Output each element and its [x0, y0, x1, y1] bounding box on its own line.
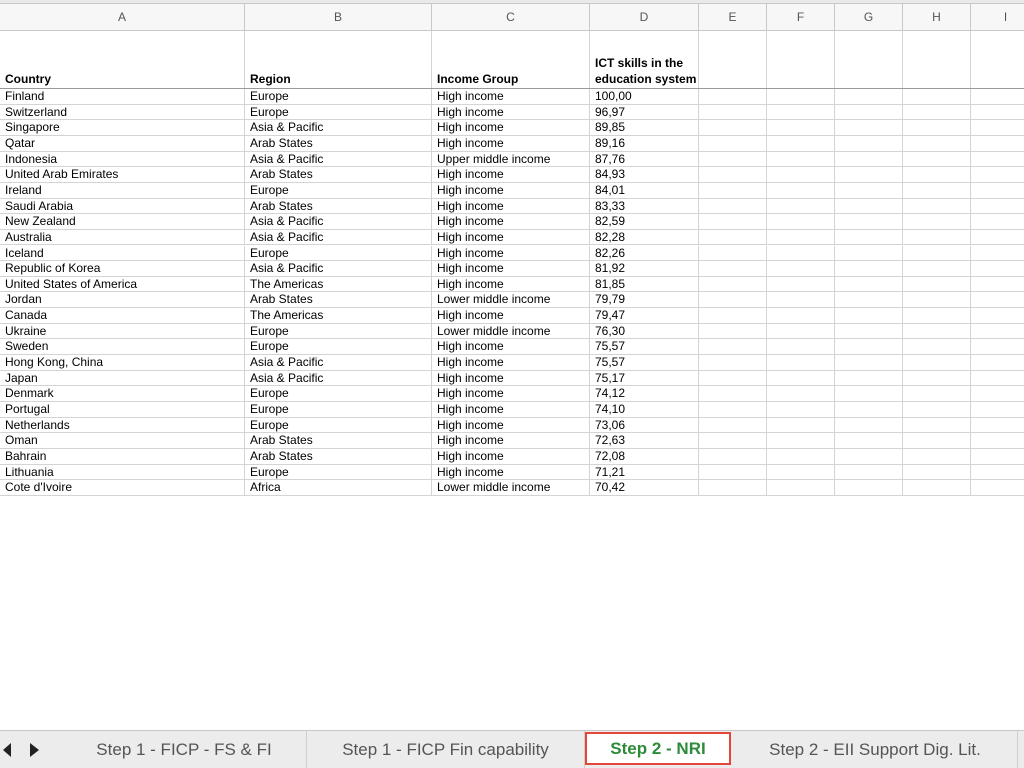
income-group-cell[interactable]: High income	[432, 214, 590, 230]
region-cell[interactable]: Arab States	[245, 433, 432, 449]
income-group-cell[interactable]: High income	[432, 136, 590, 152]
empty-cell[interactable]	[971, 230, 1024, 246]
empty-cell[interactable]	[903, 324, 971, 340]
empty-cell[interactable]	[699, 465, 767, 481]
region-cell[interactable]: Asia & Pacific	[245, 230, 432, 246]
empty-cell[interactable]	[699, 480, 767, 496]
region-cell[interactable]: Asia & Pacific	[245, 355, 432, 371]
income-group-cell[interactable]: High income	[432, 465, 590, 481]
empty-cell[interactable]	[835, 465, 903, 481]
empty-cell[interactable]	[699, 449, 767, 465]
empty-cell[interactable]	[903, 120, 971, 136]
empty-cell[interactable]	[699, 230, 767, 246]
region-cell[interactable]: Europe	[245, 418, 432, 434]
country-cell[interactable]: Bahrain	[0, 449, 245, 465]
empty-cell[interactable]	[903, 105, 971, 121]
income-group-cell[interactable]: High income	[432, 120, 590, 136]
empty-header-cell[interactable]	[699, 31, 767, 89]
empty-cell[interactable]	[835, 277, 903, 293]
income-group-cell[interactable]: High income	[432, 199, 590, 215]
ict-skills-value-cell[interactable]: 82,28	[590, 230, 699, 246]
ict-skills-value-cell[interactable]: 82,59	[590, 214, 699, 230]
empty-cell[interactable]	[903, 246, 971, 262]
region-cell[interactable]: Europe	[245, 386, 432, 402]
sheet-tab-bar	[0, 730, 1024, 768]
empty-cell[interactable]	[903, 183, 971, 199]
empty-cell[interactable]	[835, 433, 903, 449]
ict-skills-value-cell[interactable]: 89,16	[590, 136, 699, 152]
empty-cell[interactable]	[971, 183, 1024, 199]
column-header-i[interactable]: I	[971, 4, 1024, 31]
tab-step2-eii-support-dig-lit[interactable]: Step 2 - EII Support Dig. Lit.	[733, 731, 1018, 768]
empty-cell[interactable]	[971, 355, 1024, 371]
empty-cell[interactable]	[971, 120, 1024, 136]
country-cell[interactable]: Netherlands	[0, 418, 245, 434]
empty-cell[interactable]	[903, 386, 971, 402]
column-header-e[interactable]: E	[699, 4, 767, 31]
country-cell[interactable]: Portugal	[0, 402, 245, 418]
empty-cell[interactable]	[835, 386, 903, 402]
country-cell[interactable]: Hong Kong, China	[0, 355, 245, 371]
region-cell[interactable]: Arab States	[245, 449, 432, 465]
region-cell[interactable]: Europe	[245, 465, 432, 481]
country-cell[interactable]: Australia	[0, 230, 245, 246]
header-label-income-group: Income Group	[437, 72, 519, 86]
region-cell[interactable]: Arab States	[245, 199, 432, 215]
empty-cell[interactable]	[699, 339, 767, 355]
empty-cell[interactable]	[903, 355, 971, 371]
empty-cell[interactable]	[971, 214, 1024, 230]
column-header-h[interactable]: H	[903, 4, 971, 31]
country-cell[interactable]: United Arab Emirates	[0, 167, 245, 183]
region-cell[interactable]: Asia & Pacific	[245, 261, 432, 277]
region-cell[interactable]: The Americas	[245, 277, 432, 293]
empty-cell[interactable]	[699, 89, 767, 105]
empty-cell[interactable]	[903, 152, 971, 168]
ict-skills-value-cell[interactable]: 87,76	[590, 152, 699, 168]
empty-cell[interactable]	[767, 89, 835, 105]
region-cell[interactable]: Europe	[245, 105, 432, 121]
income-group-cell[interactable]: High income	[432, 308, 590, 324]
empty-cell[interactable]	[835, 402, 903, 418]
empty-cell[interactable]	[767, 355, 835, 371]
empty-cell[interactable]	[835, 418, 903, 434]
header-cell-ict-skills[interactable]	[590, 31, 699, 89]
empty-cell[interactable]	[767, 136, 835, 152]
ict-skills-value-cell[interactable]: 75,57	[590, 339, 699, 355]
empty-cell[interactable]	[699, 418, 767, 434]
country-cell[interactable]: Singapore	[0, 120, 245, 136]
empty-cell[interactable]	[767, 214, 835, 230]
region-cell[interactable]: The Americas	[245, 308, 432, 324]
region-cell[interactable]: Asia & Pacific	[245, 152, 432, 168]
empty-cell[interactable]	[699, 199, 767, 215]
region-cell[interactable]: Europe	[245, 183, 432, 199]
empty-cell[interactable]	[835, 371, 903, 387]
empty-cell[interactable]	[903, 402, 971, 418]
empty-cell[interactable]	[699, 246, 767, 262]
empty-cell[interactable]	[903, 230, 971, 246]
column-header-f[interactable]: F	[767, 4, 835, 31]
empty-cell[interactable]	[835, 480, 903, 496]
income-group-cell[interactable]: Upper middle income	[432, 152, 590, 168]
empty-header-cell[interactable]	[835, 31, 903, 89]
region-cell[interactable]: Europe	[245, 89, 432, 105]
empty-cell[interactable]	[835, 292, 903, 308]
empty-cell[interactable]	[971, 339, 1024, 355]
column-header-c[interactable]: C	[432, 4, 590, 31]
country-cell[interactable]: Sweden	[0, 339, 245, 355]
income-group-cell[interactable]: High income	[432, 230, 590, 246]
empty-cell[interactable]	[699, 214, 767, 230]
empty-cell[interactable]	[835, 183, 903, 199]
empty-cell[interactable]	[835, 449, 903, 465]
empty-cell[interactable]	[903, 136, 971, 152]
empty-cell[interactable]	[971, 433, 1024, 449]
tab-step1-ficp-fs-fi[interactable]: Step 1 - FICP - FS & FI	[62, 731, 307, 768]
empty-cell[interactable]	[767, 418, 835, 434]
income-group-cell[interactable]: High income	[432, 246, 590, 262]
empty-cell[interactable]	[971, 465, 1024, 481]
empty-cell[interactable]	[903, 339, 971, 355]
empty-cell[interactable]	[903, 308, 971, 324]
income-group-cell[interactable]: High income	[432, 105, 590, 121]
ict-skills-value-cell[interactable]: 74,12	[590, 386, 699, 402]
column-header-d[interactable]: D	[590, 4, 699, 31]
ict-skills-value-cell[interactable]: 72,08	[590, 449, 699, 465]
empty-cell[interactable]	[971, 324, 1024, 340]
ict-skills-value-cell[interactable]: 75,57	[590, 355, 699, 371]
income-group-cell[interactable]: High income	[432, 433, 590, 449]
empty-cell[interactable]	[903, 449, 971, 465]
income-group-cell[interactable]: High income	[432, 183, 590, 199]
empty-cell[interactable]	[971, 402, 1024, 418]
empty-cell[interactable]	[835, 199, 903, 215]
empty-cell[interactable]	[971, 199, 1024, 215]
income-group-cell[interactable]: High income	[432, 339, 590, 355]
empty-cell[interactable]	[835, 152, 903, 168]
empty-cell[interactable]	[699, 292, 767, 308]
empty-cell[interactable]	[835, 136, 903, 152]
tab-step2-nri[interactable]: Step 2 - NRI	[585, 732, 731, 765]
ict-skills-value-cell[interactable]: 81,85	[590, 277, 699, 293]
ict-skills-value-cell[interactable]: 76,30	[590, 324, 699, 340]
empty-cell[interactable]	[903, 277, 971, 293]
country-cell[interactable]: Cote d'Ivoire	[0, 480, 245, 496]
empty-cell[interactable]	[971, 386, 1024, 402]
country-cell[interactable]: Jordan	[0, 292, 245, 308]
empty-cell[interactable]	[971, 292, 1024, 308]
empty-cell[interactable]	[835, 120, 903, 136]
country-cell[interactable]: Iceland	[0, 246, 245, 262]
empty-cell[interactable]	[767, 465, 835, 481]
country-cell[interactable]: Oman	[0, 433, 245, 449]
country-cell[interactable]: Switzerland	[0, 105, 245, 121]
region-cell[interactable]: Arab States	[245, 292, 432, 308]
income-group-cell[interactable]: High income	[432, 418, 590, 434]
empty-cell[interactable]	[767, 449, 835, 465]
empty-cell[interactable]	[767, 277, 835, 293]
empty-cell[interactable]	[903, 480, 971, 496]
empty-cell[interactable]	[903, 371, 971, 387]
triangle-right-icon[interactable]	[27, 741, 41, 759]
empty-cell[interactable]	[903, 214, 971, 230]
ict-skills-value-cell[interactable]: 84,93	[590, 167, 699, 183]
empty-cell[interactable]	[699, 167, 767, 183]
empty-cell[interactable]	[971, 105, 1024, 121]
empty-cell[interactable]	[835, 230, 903, 246]
income-group-cell[interactable]: High income	[432, 386, 590, 402]
ict-skills-value-cell[interactable]: 72,63	[590, 433, 699, 449]
empty-cell[interactable]	[699, 386, 767, 402]
empty-cell[interactable]	[699, 136, 767, 152]
column-header-g[interactable]: G	[835, 4, 903, 31]
empty-cell[interactable]	[903, 199, 971, 215]
triangle-left-icon[interactable]	[0, 741, 14, 759]
empty-cell[interactable]	[767, 230, 835, 246]
empty-cell[interactable]	[903, 418, 971, 434]
ict-skills-value-cell[interactable]: 83,33	[590, 199, 699, 215]
empty-cell[interactable]	[835, 214, 903, 230]
empty-cell[interactable]	[971, 308, 1024, 324]
empty-cell[interactable]	[971, 246, 1024, 262]
country-cell[interactable]: Ireland	[0, 183, 245, 199]
income-group-cell[interactable]: High income	[432, 402, 590, 418]
empty-cell[interactable]	[835, 89, 903, 105]
country-cell[interactable]: Indonesia	[0, 152, 245, 168]
empty-cell[interactable]	[971, 167, 1024, 183]
empty-cell[interactable]	[699, 183, 767, 199]
empty-cell[interactable]	[699, 433, 767, 449]
income-group-cell[interactable]: High income	[432, 261, 590, 277]
country-cell[interactable]: United States of America	[0, 277, 245, 293]
empty-cell[interactable]	[971, 152, 1024, 168]
region-cell[interactable]: Africa	[245, 480, 432, 496]
income-group-cell[interactable]: High income	[432, 371, 590, 387]
country-cell[interactable]: New Zealand	[0, 214, 245, 230]
country-cell[interactable]: Finland	[0, 89, 245, 105]
empty-cell[interactable]	[903, 167, 971, 183]
income-group-cell[interactable]: High income	[432, 89, 590, 105]
empty-cell[interactable]	[971, 418, 1024, 434]
empty-cell[interactable]	[971, 89, 1024, 105]
empty-cell[interactable]	[767, 292, 835, 308]
empty-cell[interactable]	[699, 355, 767, 371]
tab-step1-ficp-fin-capability[interactable]: Step 1 - FICP Fin capability	[307, 731, 585, 768]
income-group-cell[interactable]: High income	[432, 167, 590, 183]
country-cell[interactable]: Qatar	[0, 136, 245, 152]
empty-cell[interactable]	[903, 261, 971, 277]
empty-cell[interactable]	[767, 167, 835, 183]
empty-cell[interactable]	[699, 371, 767, 387]
ict-skills-value-cell[interactable]: 81,92	[590, 261, 699, 277]
empty-cell[interactable]	[835, 355, 903, 371]
header-label-ict-skills: ICT skills in the education system	[595, 56, 697, 86]
empty-cell[interactable]	[767, 152, 835, 168]
empty-cell[interactable]	[835, 167, 903, 183]
empty-cell[interactable]	[767, 324, 835, 340]
empty-cell[interactable]	[835, 339, 903, 355]
ict-skills-value-cell[interactable]: 89,85	[590, 120, 699, 136]
income-group-cell[interactable]: High income	[432, 449, 590, 465]
ict-skills-value-cell[interactable]: 74,10	[590, 402, 699, 418]
region-cell[interactable]: Europe	[245, 324, 432, 340]
income-group-cell[interactable]: High income	[432, 277, 590, 293]
empty-cell[interactable]	[699, 308, 767, 324]
header-cell-country[interactable]	[0, 31, 245, 89]
ict-skills-value-cell[interactable]: 75,17	[590, 371, 699, 387]
empty-cell[interactable]	[835, 246, 903, 262]
empty-cell[interactable]	[767, 371, 835, 387]
empty-cell[interactable]	[699, 120, 767, 136]
ict-skills-value-cell[interactable]: 73,06	[590, 418, 699, 434]
empty-cell[interactable]	[767, 480, 835, 496]
empty-cell[interactable]	[767, 246, 835, 262]
empty-cell[interactable]	[835, 261, 903, 277]
empty-cell[interactable]	[699, 105, 767, 121]
empty-cell[interactable]	[767, 308, 835, 324]
region-cell[interactable]: Europe	[245, 402, 432, 418]
ict-skills-value-cell[interactable]: 70,42	[590, 480, 699, 496]
country-cell[interactable]: Saudi Arabia	[0, 199, 245, 215]
column-header-a[interactable]: A	[0, 4, 245, 31]
empty-cell[interactable]	[971, 261, 1024, 277]
empty-cell[interactable]	[767, 433, 835, 449]
empty-cell[interactable]	[767, 183, 835, 199]
ict-skills-value-cell[interactable]: 82,26	[590, 246, 699, 262]
empty-cell[interactable]	[767, 261, 835, 277]
ict-skills-value-cell[interactable]: 100,00	[590, 89, 699, 105]
country-cell[interactable]: Republic of Korea	[0, 261, 245, 277]
country-cell[interactable]: Lithuania	[0, 465, 245, 481]
empty-cell[interactable]	[767, 339, 835, 355]
empty-cell[interactable]	[835, 324, 903, 340]
empty-cell[interactable]	[699, 152, 767, 168]
empty-cell[interactable]	[699, 324, 767, 340]
header-label-country: Country	[5, 72, 51, 86]
ict-skills-value-cell[interactable]: 84,01	[590, 183, 699, 199]
empty-cell[interactable]	[903, 433, 971, 449]
header-label-region: Region	[250, 72, 291, 86]
empty-cell[interactable]	[767, 199, 835, 215]
empty-cell[interactable]	[971, 449, 1024, 465]
empty-cell[interactable]	[903, 89, 971, 105]
country-cell[interactable]: Japan	[0, 371, 245, 387]
empty-cell[interactable]	[971, 277, 1024, 293]
empty-cell[interactable]	[971, 371, 1024, 387]
region-cell[interactable]: Arab States	[245, 136, 432, 152]
ict-skills-value-cell[interactable]: 71,21	[590, 465, 699, 481]
region-cell[interactable]: Asia & Pacific	[245, 371, 432, 387]
country-cell[interactable]: Ukraine	[0, 324, 245, 340]
empty-cell[interactable]	[767, 105, 835, 121]
ict-skills-value-cell[interactable]: 79,47	[590, 308, 699, 324]
empty-cell[interactable]	[767, 386, 835, 402]
region-cell[interactable]: Asia & Pacific	[245, 214, 432, 230]
empty-cell[interactable]	[903, 465, 971, 481]
empty-cell[interactable]	[835, 308, 903, 324]
ict-skills-value-cell[interactable]: 96,97	[590, 105, 699, 121]
column-header-b[interactable]: B	[245, 4, 432, 31]
region-cell[interactable]: Asia & Pacific	[245, 120, 432, 136]
income-group-cell[interactable]: Lower middle income	[432, 480, 590, 496]
empty-cell[interactable]	[699, 261, 767, 277]
empty-header-cell[interactable]	[971, 31, 1024, 89]
region-cell[interactable]: Europe	[245, 246, 432, 262]
income-group-cell[interactable]: High income	[432, 355, 590, 371]
region-cell[interactable]: Europe	[245, 339, 432, 355]
empty-cell[interactable]	[971, 480, 1024, 496]
empty-cell[interactable]	[699, 277, 767, 293]
region-cell[interactable]: Arab States	[245, 167, 432, 183]
header-cell-region[interactable]	[245, 31, 432, 89]
empty-cell[interactable]	[767, 120, 835, 136]
country-cell[interactable]: Canada	[0, 308, 245, 324]
empty-cell[interactable]	[971, 136, 1024, 152]
header-cell-income-group[interactable]	[432, 31, 590, 89]
ict-skills-value-cell[interactable]: 79,79	[590, 292, 699, 308]
country-cell[interactable]: Denmark	[0, 386, 245, 402]
empty-header-cell[interactable]	[903, 31, 971, 89]
income-group-cell[interactable]: Lower middle income	[432, 324, 590, 340]
empty-cell[interactable]	[903, 292, 971, 308]
income-group-cell[interactable]: Lower middle income	[432, 292, 590, 308]
empty-cell[interactable]	[699, 402, 767, 418]
empty-cell[interactable]	[835, 105, 903, 121]
empty-cell[interactable]	[767, 402, 835, 418]
empty-header-cell[interactable]	[767, 31, 835, 89]
